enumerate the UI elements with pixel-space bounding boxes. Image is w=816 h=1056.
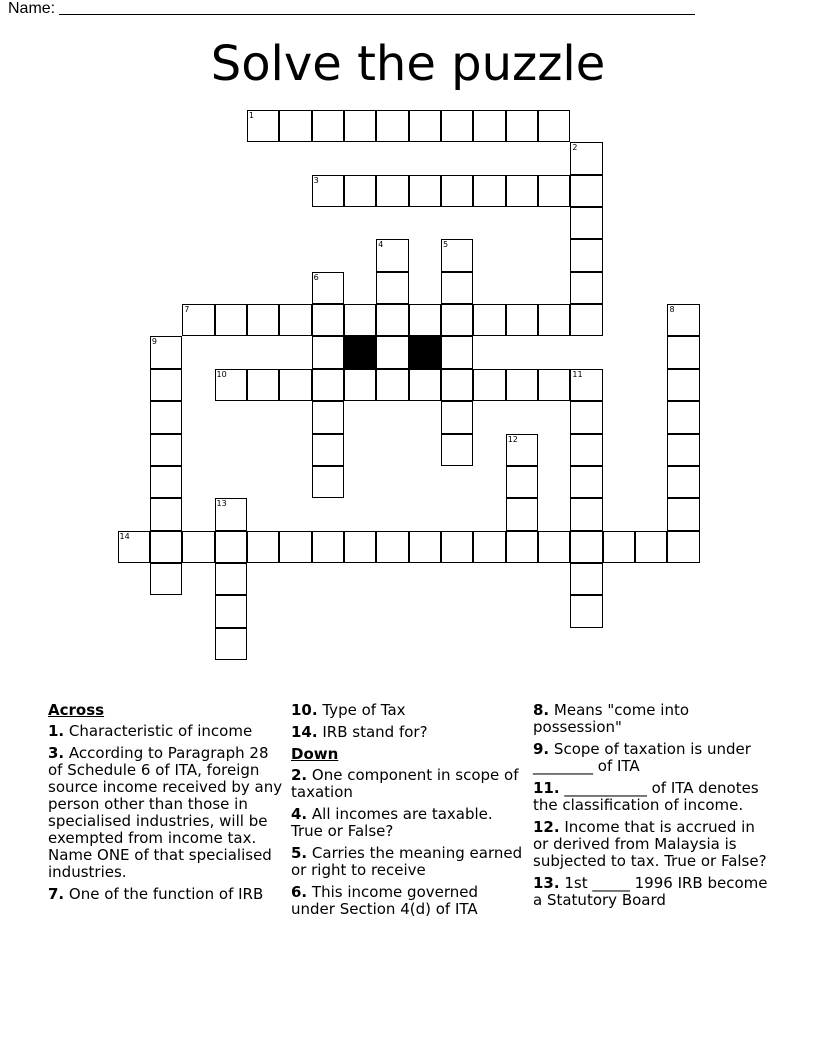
grid-cell[interactable] bbox=[312, 531, 344, 563]
grid-cell[interactable] bbox=[150, 401, 182, 433]
grid-cell[interactable] bbox=[570, 563, 602, 595]
grid-cell[interactable] bbox=[473, 369, 505, 401]
grid-cell[interactable] bbox=[667, 498, 699, 530]
grid-cell[interactable] bbox=[570, 531, 602, 563]
grid-cell[interactable] bbox=[247, 531, 279, 563]
grid-cell[interactable] bbox=[376, 336, 408, 368]
grid-cell[interactable] bbox=[344, 110, 376, 142]
clue-number: 13 bbox=[216, 499, 227, 509]
clue-across-10: 10. Type of Tax bbox=[291, 701, 406, 719]
grid-cell[interactable] bbox=[570, 304, 602, 336]
grid-cell[interactable] bbox=[570, 498, 602, 530]
grid-cell[interactable] bbox=[473, 531, 505, 563]
grid-cell[interactable] bbox=[247, 304, 279, 336]
grid-cell[interactable] bbox=[473, 110, 505, 142]
grid-cell[interactable] bbox=[441, 369, 473, 401]
grid-cell[interactable] bbox=[312, 401, 344, 433]
grid-cell[interactable] bbox=[344, 369, 376, 401]
grid-cell[interactable] bbox=[667, 304, 699, 336]
grid-cell[interactable] bbox=[118, 531, 150, 563]
grid-cell[interactable] bbox=[279, 369, 311, 401]
grid-cell[interactable] bbox=[441, 304, 473, 336]
clue-across-1: 1. Characteristic of income bbox=[48, 722, 253, 740]
grid-cell[interactable] bbox=[182, 304, 214, 336]
clue-number: 7 bbox=[184, 305, 190, 315]
clues-column-1 bbox=[48, 702, 284, 908]
grid-cell[interactable] bbox=[538, 175, 570, 207]
grid-cell[interactable] bbox=[376, 239, 408, 271]
clue-number: 4 bbox=[378, 240, 384, 250]
clue-down-5: 5. Carries the meaning earned or right to receive bbox=[291, 844, 523, 879]
grid-cell[interactable] bbox=[312, 272, 344, 304]
grid-cell[interactable] bbox=[215, 498, 247, 530]
grid-cell[interactable] bbox=[441, 110, 473, 142]
grid-cell[interactable] bbox=[441, 401, 473, 433]
clue-down-11: 11. ___________ of ITA denotes the classification of income. bbox=[533, 779, 759, 814]
grid-cell[interactable] bbox=[376, 272, 408, 304]
grid-cell[interactable] bbox=[441, 434, 473, 466]
grid-cell[interactable] bbox=[441, 531, 473, 563]
clue-number: 2 bbox=[572, 143, 578, 153]
grid-cell[interactable] bbox=[279, 304, 311, 336]
grid-cell[interactable] bbox=[279, 110, 311, 142]
grid-cell[interactable] bbox=[667, 401, 699, 433]
grid-cell[interactable] bbox=[667, 434, 699, 466]
grid-cell[interactable] bbox=[667, 369, 699, 401]
grid-black-cell bbox=[409, 336, 441, 368]
grid-cell[interactable] bbox=[506, 110, 538, 142]
grid-cell[interactable] bbox=[279, 531, 311, 563]
grid-cell[interactable] bbox=[247, 110, 279, 142]
grid-cell[interactable] bbox=[150, 563, 182, 595]
grid-cell[interactable] bbox=[570, 401, 602, 433]
grid-cell[interactable] bbox=[538, 531, 570, 563]
clue-number: 11 bbox=[572, 369, 583, 379]
grid-cell[interactable] bbox=[538, 369, 570, 401]
grid-cell[interactable] bbox=[409, 175, 441, 207]
grid-cell[interactable] bbox=[215, 304, 247, 336]
grid-cell[interactable] bbox=[409, 369, 441, 401]
clue-number: 1 bbox=[248, 111, 254, 120]
clue-number: 14 bbox=[119, 531, 130, 541]
clue-number: 3 bbox=[313, 175, 319, 185]
grid-cell[interactable] bbox=[150, 498, 182, 530]
grid-cell[interactable] bbox=[409, 531, 441, 563]
grid-cell[interactable] bbox=[215, 628, 247, 660]
grid-cell[interactable] bbox=[667, 336, 699, 368]
grid-cell[interactable] bbox=[570, 207, 602, 239]
grid-black-cell bbox=[344, 336, 376, 368]
grid-cell[interactable] bbox=[376, 175, 408, 207]
clue-number: 6 bbox=[313, 272, 319, 282]
clue-down-8: 8. Means "come into possession" bbox=[533, 701, 690, 736]
grid-cell[interactable] bbox=[570, 369, 602, 401]
grid-cell[interactable] bbox=[570, 239, 602, 271]
grid-cell[interactable] bbox=[150, 434, 182, 466]
grid-cell[interactable] bbox=[667, 531, 699, 563]
grid-cell[interactable] bbox=[570, 466, 602, 498]
grid-cell[interactable] bbox=[344, 175, 376, 207]
grid-cell[interactable] bbox=[215, 531, 247, 563]
clue-down-4: 4. All incomes are taxable. True or False? bbox=[291, 805, 493, 840]
grid-cell[interactable] bbox=[312, 369, 344, 401]
grid-cell[interactable] bbox=[441, 272, 473, 304]
grid-cell[interactable] bbox=[538, 304, 570, 336]
grid-cell[interactable] bbox=[376, 110, 408, 142]
grid-cell[interactable] bbox=[603, 531, 635, 563]
grid-cell[interactable] bbox=[150, 466, 182, 498]
clue-number: 12 bbox=[507, 434, 518, 444]
grid-cell[interactable] bbox=[376, 304, 408, 336]
grid-cell[interactable] bbox=[150, 531, 182, 563]
grid-cell[interactable] bbox=[150, 336, 182, 368]
grid-cell[interactable] bbox=[570, 175, 602, 207]
grid-cell[interactable] bbox=[312, 110, 344, 142]
grid-cell[interactable] bbox=[441, 175, 473, 207]
grid-cell[interactable] bbox=[635, 531, 667, 563]
grid-cell[interactable] bbox=[570, 595, 602, 627]
grid-cell[interactable] bbox=[312, 466, 344, 498]
grid-cell[interactable] bbox=[312, 434, 344, 466]
grid-cell[interactable] bbox=[312, 304, 344, 336]
clue-across-3: 3. According to Paragraph 28 of Schedule 6 of ITA, foreign source income received by any person other than those in specialised industries, will be exempted from income tax. Name ONE of that specialised industries. bbox=[48, 744, 283, 881]
clues-column-2 bbox=[291, 702, 523, 923]
grid-cell[interactable] bbox=[182, 531, 214, 563]
grid-cell[interactable] bbox=[312, 175, 344, 207]
clue-down-12: 12. Income that is accrued in or derived from Malaysia is subjected to tax. True or False? bbox=[533, 818, 767, 870]
grid-cell[interactable] bbox=[376, 531, 408, 563]
down-heading: Down bbox=[291, 745, 339, 763]
grid-cell[interactable] bbox=[506, 466, 538, 498]
grid-cell[interactable] bbox=[506, 531, 538, 563]
clue-number: 8 bbox=[669, 305, 675, 315]
clue-down-2: 2. One component in scope of taxation bbox=[291, 766, 519, 801]
clue-number: 5 bbox=[443, 240, 449, 250]
grid-cell[interactable] bbox=[570, 272, 602, 304]
grid-cell[interactable] bbox=[473, 304, 505, 336]
clue-down-13: 13. 1st _____ 1996 IRB become a Statutory Board bbox=[533, 874, 768, 909]
clue-across-7: 7. One of the function of IRB bbox=[48, 885, 264, 903]
across-heading: Across bbox=[48, 701, 105, 719]
grid-cell[interactable] bbox=[667, 466, 699, 498]
grid-cell[interactable] bbox=[473, 175, 505, 207]
grid-cell[interactable] bbox=[538, 110, 570, 142]
grid-cell[interactable] bbox=[215, 595, 247, 627]
grid-cell[interactable] bbox=[247, 369, 279, 401]
grid-cell[interactable] bbox=[344, 531, 376, 563]
grid-cell[interactable] bbox=[506, 434, 538, 466]
grid-cell[interactable] bbox=[312, 336, 344, 368]
grid-cell[interactable] bbox=[506, 175, 538, 207]
clue-number: 10 bbox=[216, 369, 227, 379]
grid-cell[interactable] bbox=[506, 369, 538, 401]
clue-across-14: 14. IRB stand for? bbox=[291, 723, 428, 741]
page-title: Solve the puzzle bbox=[210, 36, 606, 92]
grid-cell[interactable] bbox=[344, 304, 376, 336]
name-label: Name: bbox=[8, 0, 56, 17]
clues-column-3 bbox=[533, 702, 769, 914]
grid-cell[interactable] bbox=[215, 369, 247, 401]
grid-cell[interactable] bbox=[215, 563, 247, 595]
grid-cell[interactable] bbox=[441, 239, 473, 271]
grid-cell[interactable] bbox=[570, 142, 602, 174]
grid-cell[interactable] bbox=[506, 498, 538, 530]
grid-cell[interactable] bbox=[409, 110, 441, 142]
grid-cell[interactable] bbox=[506, 304, 538, 336]
grid-cell[interactable] bbox=[150, 369, 182, 401]
grid-cell[interactable] bbox=[570, 434, 602, 466]
clue-down-6: 6. This income governed under Section 4(d) of ITA bbox=[291, 883, 479, 918]
grid-cell[interactable] bbox=[376, 369, 408, 401]
clue-number: 9 bbox=[151, 337, 157, 347]
grid-cell[interactable] bbox=[409, 304, 441, 336]
grid-cell[interactable] bbox=[441, 336, 473, 368]
clue-down-9: 9. Scope of taxation is under ________ of ITA bbox=[533, 740, 751, 775]
